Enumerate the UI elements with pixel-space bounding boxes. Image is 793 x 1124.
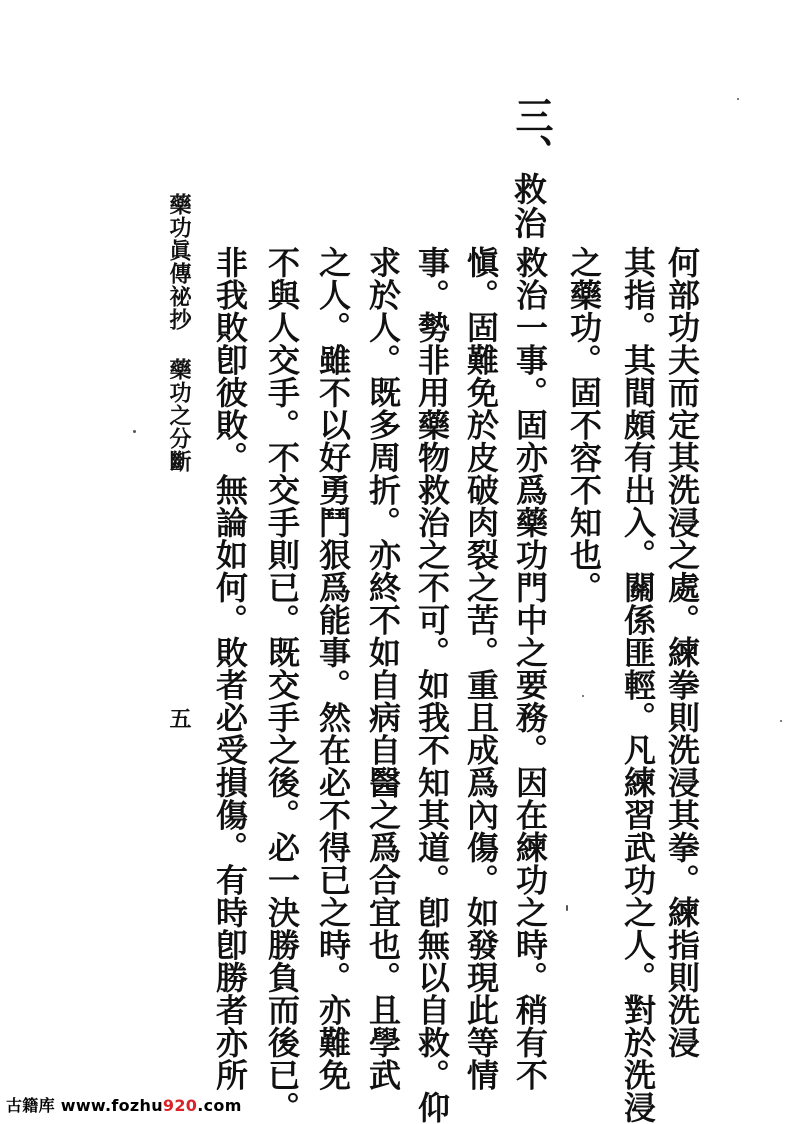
scan-speck <box>582 695 584 697</box>
scan-speck <box>133 430 136 433</box>
body-column-9: 不與人交手。不交手則已。既交手之後。必一決勝負而後已。 <box>263 246 301 1124</box>
watermark-number: 920 <box>162 1096 198 1115</box>
body-column-5: 愼。固難免於皮破肉裂之苦。重且成爲內傷。如發現此等情 <box>462 246 500 1091</box>
site-watermark <box>6 1093 242 1116</box>
scan-speck <box>737 98 739 100</box>
scan-speck <box>566 905 568 911</box>
body-column-3: 之藥功。固不容不知也。 <box>565 246 603 604</box>
body-column-8: 之人。雖不以好勇鬥狠爲能事。然在必不得已之時。亦難免 <box>314 246 352 1091</box>
running-head-book-title: 藥功眞傳祕抄 <box>166 193 192 331</box>
body-column-1: 何部功夫而定其洗浸之處。練拳則洗浸其拳。練指則洗浸 <box>663 246 701 1059</box>
body-column-2: 其指。其間頗有出入。關係匪輕。凡練習武功之人。對於洗浸 <box>619 246 657 1124</box>
body-column-4: 救治一事。固亦爲藥功門中之要務。因在練功之時。稍有不 <box>511 246 549 1091</box>
body-column-6: 事。勢非用藥物救治之不可。如我不知其道。卽無以自救。仰 <box>413 246 451 1124</box>
section-heading: 救治 <box>509 172 548 240</box>
scan-speck <box>780 720 782 722</box>
body-column-10: 非我敗卽彼敗。無論如何。敗者必受損傷。有時卽勝者亦所 <box>211 246 249 1091</box>
watermark-suffix: .com <box>197 1096 242 1115</box>
watermark-prefix: 古籍库 www.fozhu <box>6 1096 163 1115</box>
page-number: 五 <box>166 707 192 729</box>
running-head-chapter: 藥功之分斷 <box>166 358 192 473</box>
body-column-7: 求於人。既多周折。亦終不如自病自醫之爲合宜也。且學武 <box>364 246 402 1091</box>
section-number: 三、 <box>509 96 554 172</box>
